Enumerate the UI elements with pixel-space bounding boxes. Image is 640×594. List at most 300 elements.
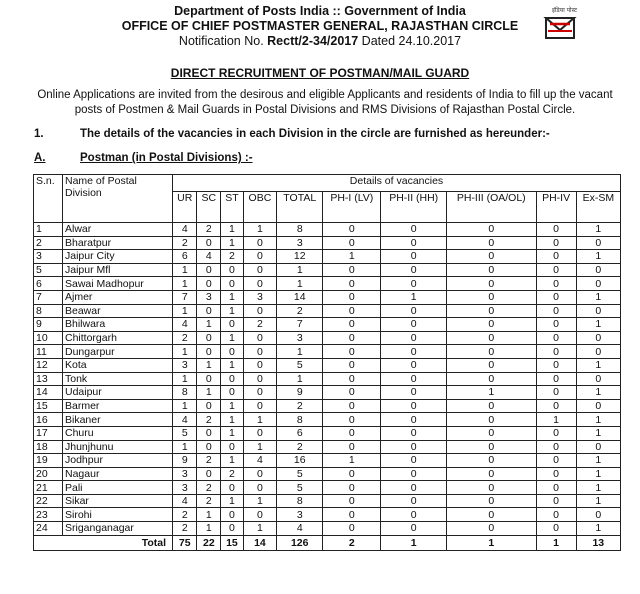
row-value: 0 xyxy=(536,372,576,386)
section-letter: A. xyxy=(34,152,46,164)
row-value: 0 xyxy=(576,345,620,359)
row-division-name: Bikaner xyxy=(63,413,173,427)
row-value: 0 xyxy=(323,290,381,304)
row-value: 0 xyxy=(536,494,576,508)
row-division-name: Sirohi xyxy=(63,508,173,522)
row-value: 0 xyxy=(381,277,447,291)
row-value: 0 xyxy=(381,522,447,536)
total-value: 1 xyxy=(381,535,447,550)
row-value: 1 xyxy=(576,454,620,468)
vacancy-table xyxy=(33,174,621,551)
row-value: 2 xyxy=(197,454,221,468)
total-label: Total xyxy=(34,535,173,550)
row-division-name: Jaipur City xyxy=(63,250,173,264)
row-value: 0 xyxy=(576,277,620,291)
vacancy-group-header: Details of vacancies xyxy=(173,175,621,192)
row-value: 1 xyxy=(576,467,620,481)
col-header: PH-I (LV) xyxy=(323,192,381,223)
row-value: 0 xyxy=(197,467,221,481)
table-row xyxy=(34,223,621,237)
row-value: 0 xyxy=(197,277,221,291)
row-value: 0 xyxy=(221,481,243,495)
row-value: 5 xyxy=(277,467,323,481)
row-value: 0 xyxy=(536,440,576,454)
row-value: 0 xyxy=(576,399,620,413)
row-value: 0 xyxy=(323,440,381,454)
row-value: 0 xyxy=(536,358,576,372)
row-value: 0 xyxy=(221,318,243,332)
row-division-name: Alwar xyxy=(63,223,173,237)
row-value: 0 xyxy=(536,250,576,264)
point-number: 1. xyxy=(34,128,44,140)
row-division-name: Jodhpur xyxy=(63,454,173,468)
row-value: 1 xyxy=(323,454,381,468)
row-value: 7 xyxy=(173,290,197,304)
row-value: 0 xyxy=(243,386,277,400)
row-value: 0 xyxy=(221,386,243,400)
row-value: 0 xyxy=(323,399,381,413)
col-header: PH-III (OA/OL) xyxy=(446,192,536,223)
row-value: 0 xyxy=(381,263,447,277)
row-sn: 12 xyxy=(34,358,63,372)
row-value: 1 xyxy=(197,358,221,372)
col-header: Ex-SM xyxy=(576,192,620,223)
row-value: 1 xyxy=(173,440,197,454)
row-sn: 20 xyxy=(34,467,63,481)
row-value: 0 xyxy=(446,290,536,304)
total-value: 15 xyxy=(221,535,243,550)
row-sn: 5 xyxy=(34,263,63,277)
row-value: 0 xyxy=(323,413,381,427)
row-value: 0 xyxy=(381,372,447,386)
table-row xyxy=(34,508,621,522)
row-value: 2 xyxy=(173,236,197,250)
row-value: 0 xyxy=(536,522,576,536)
row-value: 0 xyxy=(381,236,447,250)
row-value: 4 xyxy=(197,250,221,264)
row-value: 4 xyxy=(173,223,197,237)
row-sn: 17 xyxy=(34,426,63,440)
row-value: 0 xyxy=(197,345,221,359)
row-value: 2 xyxy=(173,331,197,345)
row-value: 0 xyxy=(536,304,576,318)
table-row xyxy=(34,277,621,291)
row-value: 1 xyxy=(243,413,277,427)
table-row xyxy=(34,372,621,386)
row-value: 0 xyxy=(446,467,536,481)
col-header: PH-II (HH) xyxy=(381,192,447,223)
row-division-name: Beawar xyxy=(63,304,173,318)
row-value: 0 xyxy=(446,494,536,508)
row-value: 0 xyxy=(221,522,243,536)
row-value: 0 xyxy=(243,331,277,345)
row-value: 0 xyxy=(536,290,576,304)
row-value: 0 xyxy=(243,304,277,318)
table-row xyxy=(34,358,621,372)
row-value: 3 xyxy=(173,481,197,495)
row-value: 0 xyxy=(381,454,447,468)
row-value: 0 xyxy=(536,223,576,237)
col-header: PH-IV xyxy=(536,192,576,223)
row-value: 0 xyxy=(576,236,620,250)
row-value: 0 xyxy=(221,263,243,277)
row-value: 0 xyxy=(446,277,536,291)
row-value: 0 xyxy=(446,304,536,318)
row-value: 1 xyxy=(576,494,620,508)
row-value: 0 xyxy=(576,372,620,386)
row-value: 0 xyxy=(323,223,381,237)
row-sn: 8 xyxy=(34,304,63,318)
row-value: 0 xyxy=(576,331,620,345)
row-value: 0 xyxy=(536,386,576,400)
row-value: 5 xyxy=(173,426,197,440)
table-row xyxy=(34,304,621,318)
table-row xyxy=(34,318,621,332)
row-sn: 16 xyxy=(34,413,63,427)
row-value: 0 xyxy=(323,277,381,291)
row-value: 2 xyxy=(197,413,221,427)
row-value: 0 xyxy=(221,345,243,359)
row-value: 0 xyxy=(381,467,447,481)
row-value: 1 xyxy=(576,318,620,332)
row-value: 0 xyxy=(536,481,576,495)
row-value: 1 xyxy=(243,522,277,536)
col-division-header: Name of Postal Division xyxy=(63,175,173,223)
row-value: 0 xyxy=(446,426,536,440)
row-value: 0 xyxy=(536,399,576,413)
row-sn: 11 xyxy=(34,345,63,359)
row-value: 6 xyxy=(173,250,197,264)
row-value: 1 xyxy=(221,413,243,427)
row-value: 8 xyxy=(277,494,323,508)
row-value: 1 xyxy=(197,318,221,332)
row-value: 1 xyxy=(576,481,620,495)
row-value: 2 xyxy=(277,399,323,413)
row-division-name: Churu xyxy=(63,426,173,440)
row-value: 1 xyxy=(221,236,243,250)
row-sn: 9 xyxy=(34,318,63,332)
row-division-name: Ajmer xyxy=(63,290,173,304)
row-sn: 1 xyxy=(34,223,63,237)
table-row xyxy=(34,494,621,508)
row-value: 1 xyxy=(243,223,277,237)
section-title: Postman (in Postal Divisions) :- xyxy=(80,152,253,164)
row-value: 3 xyxy=(197,290,221,304)
row-value: 1 xyxy=(221,454,243,468)
office-line: OFFICE OF CHIEF POSTMASTER GENERAL, RAJASTHAN CIRCLE xyxy=(121,19,519,33)
row-value: 1 xyxy=(576,426,620,440)
row-value: 0 xyxy=(243,250,277,264)
row-value: 1 xyxy=(221,358,243,372)
table-row xyxy=(34,345,621,359)
col-header: ST xyxy=(221,192,243,223)
row-value: 1 xyxy=(323,250,381,264)
row-value: 8 xyxy=(277,413,323,427)
row-value: 0 xyxy=(446,250,536,264)
row-value: 1 xyxy=(197,522,221,536)
row-value: 1 xyxy=(576,223,620,237)
row-value: 1 xyxy=(173,304,197,318)
row-value: 0 xyxy=(381,494,447,508)
row-value: 0 xyxy=(446,372,536,386)
row-value: 1 xyxy=(221,290,243,304)
row-value: 0 xyxy=(536,236,576,250)
row-value: 0 xyxy=(381,426,447,440)
table-row xyxy=(34,467,621,481)
row-value: 0 xyxy=(323,508,381,522)
department-line: Department of Posts India :: Government of India xyxy=(174,4,466,18)
row-value: 4 xyxy=(173,494,197,508)
row-value: 3 xyxy=(243,290,277,304)
row-value: 0 xyxy=(243,467,277,481)
row-value: 9 xyxy=(173,454,197,468)
row-value: 0 xyxy=(221,508,243,522)
row-sn: 10 xyxy=(34,331,63,345)
row-value: 0 xyxy=(576,440,620,454)
row-value: 3 xyxy=(277,331,323,345)
row-value: 0 xyxy=(381,508,447,522)
row-sn: 14 xyxy=(34,386,63,400)
row-value: 0 xyxy=(446,440,536,454)
table-row xyxy=(34,426,621,440)
row-value: 0 xyxy=(197,440,221,454)
row-value: 0 xyxy=(243,277,277,291)
row-value: 0 xyxy=(221,372,243,386)
row-value: 0 xyxy=(197,236,221,250)
row-division-name: Barmer xyxy=(63,399,173,413)
row-division-name: Tonk xyxy=(63,372,173,386)
row-value: 0 xyxy=(323,304,381,318)
point-text: The details of the vacancies in each Division in the circle are furnished as hereunder:- xyxy=(80,128,550,140)
row-division-name: Pali xyxy=(63,481,173,495)
row-value: 0 xyxy=(536,345,576,359)
row-value: 0 xyxy=(446,358,536,372)
row-value: 0 xyxy=(243,481,277,495)
row-value: 3 xyxy=(173,358,197,372)
row-value: 0 xyxy=(197,426,221,440)
row-value: 2 xyxy=(173,522,197,536)
row-value: 0 xyxy=(381,386,447,400)
row-sn: 3 xyxy=(34,250,63,264)
total-value: 75 xyxy=(173,535,197,550)
row-value: 1 xyxy=(381,290,447,304)
row-value: 5 xyxy=(277,481,323,495)
row-value: 1 xyxy=(173,263,197,277)
row-value: 2 xyxy=(221,467,243,481)
col-header: TOTAL xyxy=(277,192,323,223)
row-value: 3 xyxy=(277,508,323,522)
row-sn: 18 xyxy=(34,440,63,454)
row-value: 1 xyxy=(221,494,243,508)
intro-paragraph: Online Applications are invited from the desirous and eligible Applicants and residents of India to fill up the vacant posts of Postmen & Mail Guards in Postal Divisions and RMS Divisions of Rajasthan Postal Circle. xyxy=(37,89,613,116)
row-value: 2 xyxy=(197,223,221,237)
row-value: 0 xyxy=(323,331,381,345)
table-row xyxy=(34,454,621,468)
row-value: 4 xyxy=(173,318,197,332)
row-value: 0 xyxy=(381,481,447,495)
row-value: 0 xyxy=(381,318,447,332)
table-row xyxy=(34,331,621,345)
row-value: 0 xyxy=(446,522,536,536)
row-division-name: Nagaur xyxy=(63,467,173,481)
row-value: 1 xyxy=(221,399,243,413)
row-value: 5 xyxy=(277,358,323,372)
row-value: 0 xyxy=(446,399,536,413)
total-row xyxy=(34,535,621,550)
row-value: 1 xyxy=(277,263,323,277)
row-value: 14 xyxy=(277,290,323,304)
row-division-name: Bhilwara xyxy=(63,318,173,332)
row-sn: 7 xyxy=(34,290,63,304)
row-value: 0 xyxy=(243,508,277,522)
row-value: 0 xyxy=(243,236,277,250)
row-value: 0 xyxy=(243,345,277,359)
row-value: 2 xyxy=(173,508,197,522)
table-row xyxy=(34,290,621,304)
row-value: 3 xyxy=(277,236,323,250)
row-sn: 6 xyxy=(34,277,63,291)
total-value: 22 xyxy=(197,535,221,550)
total-value: 1 xyxy=(446,535,536,550)
table-row xyxy=(34,399,621,413)
row-value: 1 xyxy=(173,345,197,359)
row-value: 0 xyxy=(446,236,536,250)
row-sn: 24 xyxy=(34,522,63,536)
row-value: 0 xyxy=(381,223,447,237)
row-value: 1 xyxy=(576,250,620,264)
row-value: 1 xyxy=(536,413,576,427)
row-division-name: Sriganganagar xyxy=(63,522,173,536)
total-value: 126 xyxy=(277,535,323,550)
row-value: 1 xyxy=(221,223,243,237)
table-row xyxy=(34,522,621,536)
row-division-name: Dungarpur xyxy=(63,345,173,359)
row-value: 0 xyxy=(323,372,381,386)
row-value: 0 xyxy=(381,304,447,318)
row-value: 0 xyxy=(446,223,536,237)
row-value: 0 xyxy=(536,467,576,481)
notification-prefix: Notification No. xyxy=(178,34,268,48)
row-value: 0 xyxy=(221,440,243,454)
row-value: 0 xyxy=(323,426,381,440)
total-value: 13 xyxy=(576,535,620,550)
row-value: 0 xyxy=(243,372,277,386)
row-value: 3 xyxy=(173,467,197,481)
row-value: 0 xyxy=(446,345,536,359)
row-value: 1 xyxy=(221,426,243,440)
table-row xyxy=(34,386,621,400)
row-value: 0 xyxy=(323,494,381,508)
table-row xyxy=(34,413,621,427)
row-value: 0 xyxy=(446,508,536,522)
row-value: 1 xyxy=(277,345,323,359)
row-value: 1 xyxy=(221,331,243,345)
row-value: 0 xyxy=(197,263,221,277)
row-value: 0 xyxy=(576,263,620,277)
row-value: 0 xyxy=(576,508,620,522)
row-value: 0 xyxy=(323,467,381,481)
row-value: 4 xyxy=(243,454,277,468)
row-value: 1 xyxy=(221,304,243,318)
row-value: 0 xyxy=(381,399,447,413)
row-sn: 2 xyxy=(34,236,63,250)
row-division-name: Sikar xyxy=(63,494,173,508)
row-value: 1 xyxy=(576,386,620,400)
row-division-name: Chittorgarh xyxy=(63,331,173,345)
row-value: 0 xyxy=(323,522,381,536)
row-value: 2 xyxy=(277,304,323,318)
row-value: 0 xyxy=(446,481,536,495)
row-sn: 23 xyxy=(34,508,63,522)
row-value: 0 xyxy=(323,386,381,400)
row-value: 1 xyxy=(173,277,197,291)
row-value: 0 xyxy=(381,358,447,372)
row-value: 0 xyxy=(536,454,576,468)
row-value: 9 xyxy=(277,386,323,400)
row-value: 0 xyxy=(197,304,221,318)
row-value: 1 xyxy=(446,386,536,400)
row-value: 1 xyxy=(197,386,221,400)
row-value: 1 xyxy=(576,413,620,427)
row-value: 0 xyxy=(243,426,277,440)
row-value: 0 xyxy=(323,481,381,495)
row-value: 4 xyxy=(277,522,323,536)
row-value: 1 xyxy=(243,494,277,508)
row-division-name: Udaipur xyxy=(63,386,173,400)
row-value: 2 xyxy=(243,318,277,332)
row-sn: 13 xyxy=(34,372,63,386)
page-title: DIRECT RECRUITMENT OF POSTMAN/MAIL GUARD xyxy=(170,66,470,80)
row-value: 0 xyxy=(576,304,620,318)
row-value: 1 xyxy=(277,277,323,291)
row-value: 0 xyxy=(446,454,536,468)
row-division-name: Bharatpur xyxy=(63,236,173,250)
row-value: 1 xyxy=(197,508,221,522)
total-value: 14 xyxy=(243,535,277,550)
row-value: 0 xyxy=(446,413,536,427)
row-value: 0 xyxy=(323,345,381,359)
row-value: 0 xyxy=(536,426,576,440)
row-value: 2 xyxy=(197,481,221,495)
row-value: 2 xyxy=(197,494,221,508)
table-row xyxy=(34,440,621,454)
row-value: 0 xyxy=(323,263,381,277)
row-value: 0 xyxy=(243,399,277,413)
row-value: 0 xyxy=(243,263,277,277)
row-value: 6 xyxy=(277,426,323,440)
row-value: 0 xyxy=(381,250,447,264)
notification-date: Dated 24.10.2017 xyxy=(358,34,462,48)
row-value: 0 xyxy=(536,331,576,345)
row-value: 0 xyxy=(381,345,447,359)
row-value: 1 xyxy=(277,372,323,386)
row-value: 0 xyxy=(323,236,381,250)
col-header: OBC xyxy=(243,192,277,223)
total-value: 1 xyxy=(536,535,576,550)
row-sn: 22 xyxy=(34,494,63,508)
table-row xyxy=(34,250,621,264)
row-sn: 15 xyxy=(34,399,63,413)
row-value: 7 xyxy=(277,318,323,332)
row-value: 1 xyxy=(173,399,197,413)
row-division-name: Sawai Madhopur xyxy=(63,277,173,291)
row-division-name: Kota xyxy=(63,358,173,372)
row-value: 12 xyxy=(277,250,323,264)
row-value: 0 xyxy=(446,263,536,277)
row-value: 2 xyxy=(277,440,323,454)
col-sn-header: S.n. xyxy=(34,175,63,223)
row-value: 1 xyxy=(576,290,620,304)
